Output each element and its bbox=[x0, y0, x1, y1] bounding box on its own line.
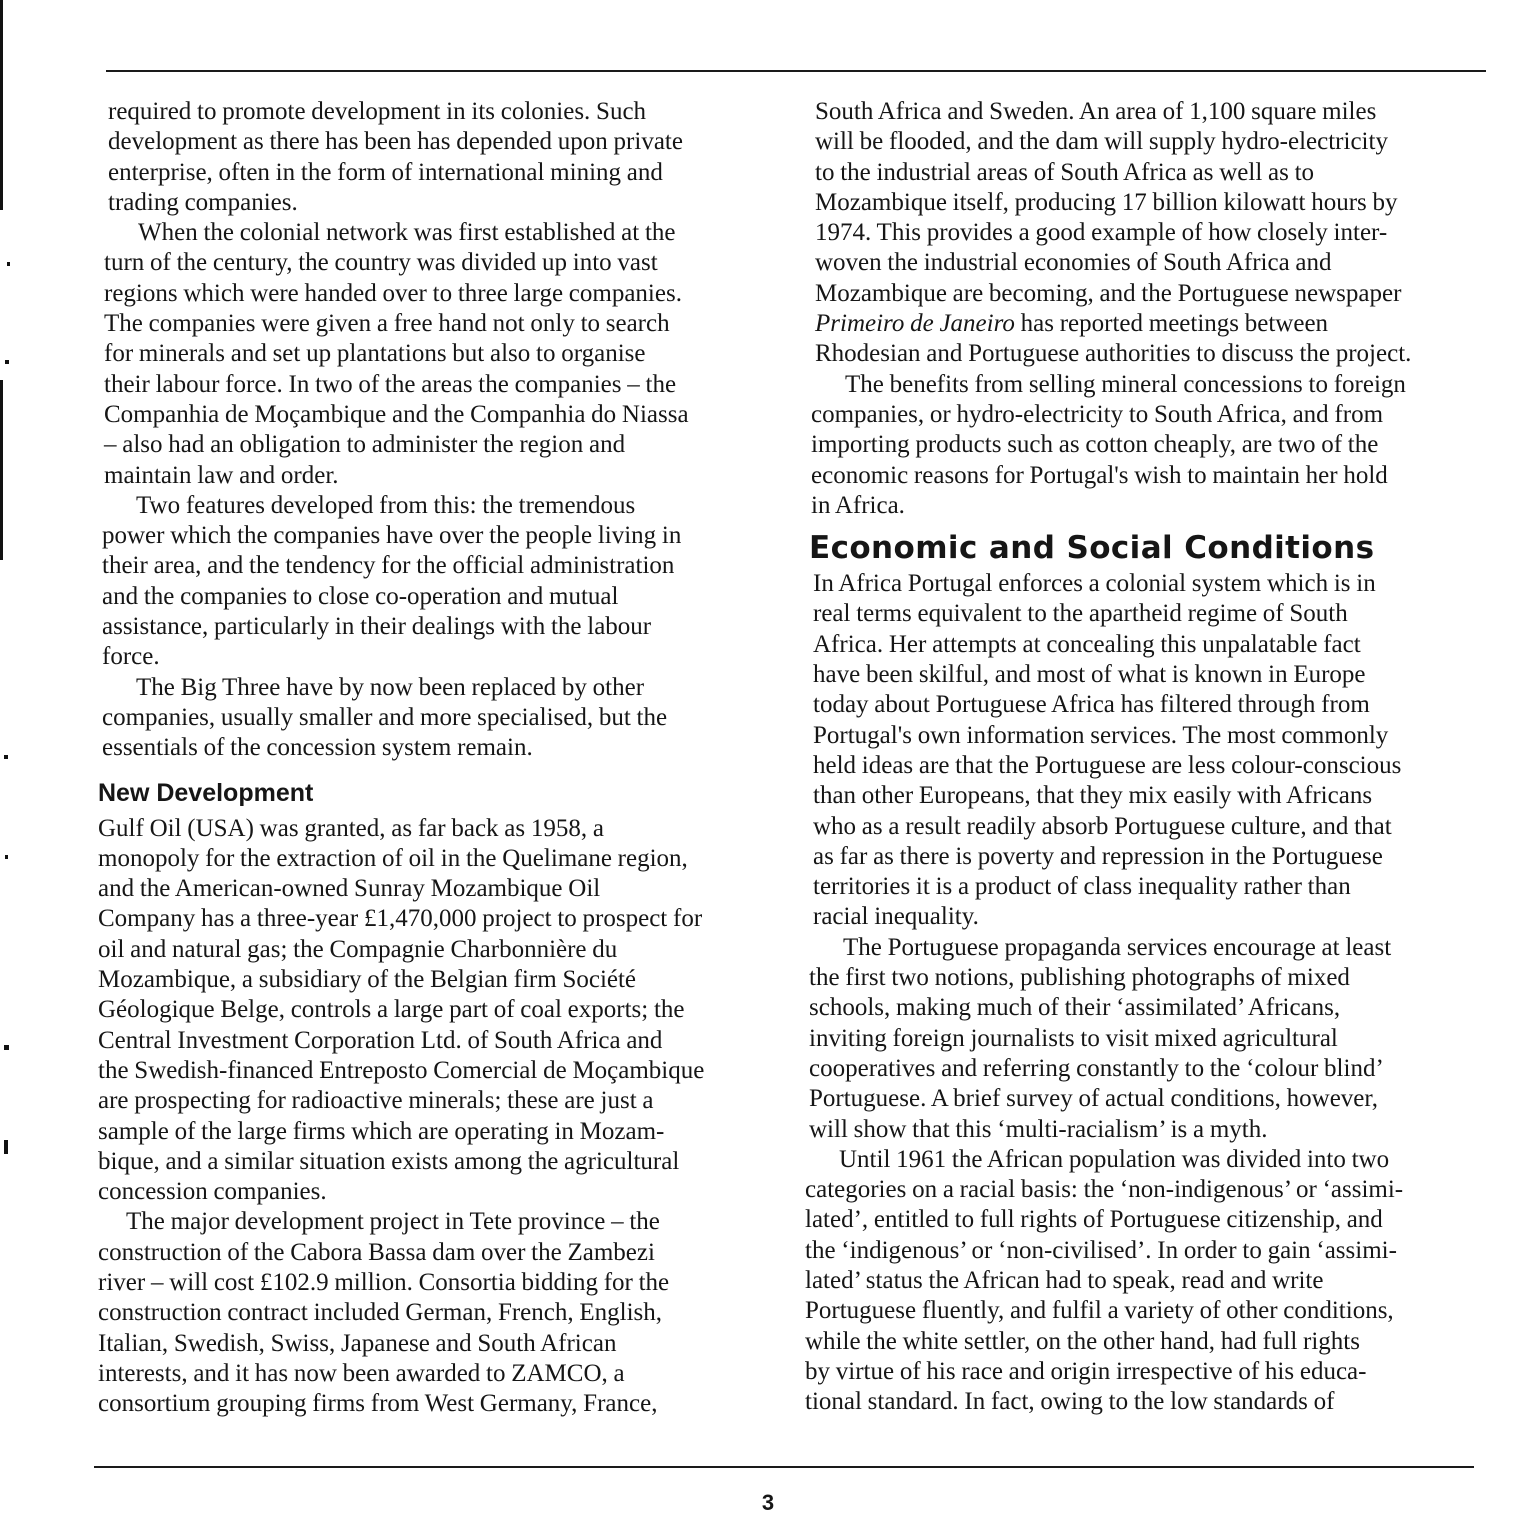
text-line: Company has a three-year £1,470,000 project to prospect for bbox=[98, 905, 703, 933]
text-line: Portugal's own information services. The most commonly bbox=[813, 721, 1389, 749]
text-line: who as a result readily absorb Portuguese culture, and that bbox=[813, 812, 1392, 840]
text-line: construction contract included German, French, English, bbox=[98, 1299, 663, 1327]
text-line: oil and natural gas; the Compagnie Charbonnière du bbox=[98, 935, 618, 963]
top-rule bbox=[106, 70, 1486, 72]
text-line: woven the industrial economies of South Africa and bbox=[815, 249, 1332, 277]
text-line: essentials of the concession system remain. bbox=[102, 734, 533, 762]
text-line: inviting foreign journalists to visit mixed agricultural bbox=[809, 1024, 1338, 1052]
text-line: turn of the century, the country was divided up into vast bbox=[104, 249, 658, 277]
scan-speck bbox=[5, 855, 8, 859]
text-line: Portuguese fluently, and fulfil a variety of other conditions, bbox=[805, 1297, 1394, 1325]
text-line: racial inequality. bbox=[813, 903, 979, 931]
text-line: Portuguese. A brief survey of actual conditions, however, bbox=[809, 1085, 1378, 1113]
text-line: Africa. Her attempts at concealing this unpalatable fact bbox=[813, 630, 1361, 658]
text-line: assistance, particularly in their dealings with the labour bbox=[102, 613, 652, 641]
text-line: – also had an obligation to administer the region and bbox=[104, 431, 626, 459]
text-line: and the companies to close co-operation and mutual bbox=[102, 582, 619, 610]
text-line: concession companies. bbox=[98, 1178, 327, 1206]
text-line: lated’, entitled to full rights of Portuguese citizenship, and bbox=[805, 1206, 1383, 1234]
text-line: their area, and the tendency for the official administration bbox=[102, 552, 675, 580]
text-line: consortium grouping firms from West Germany, France, bbox=[98, 1390, 658, 1418]
text-line: territories it is a product of class inequality rather than bbox=[813, 873, 1351, 901]
text-line: When the colonial network was first established at the bbox=[138, 219, 676, 247]
text-line: Mozambique itself, producing 17 billion kilowatt hours by bbox=[815, 188, 1398, 216]
paragraph bbox=[805, 933, 1495, 1145]
text-line: held ideas are that the Portuguese are less colour-conscious bbox=[813, 751, 1402, 779]
text-line: will be flooded, and the dam will supply hydro-electricity bbox=[815, 128, 1388, 156]
text-line: interests, and it has now been awarded to ZAMCO, a bbox=[98, 1359, 625, 1387]
paragraph bbox=[805, 1145, 1495, 1418]
text-line: required to promote development in its colonies. Such bbox=[108, 98, 647, 125]
text-line: to the industrial areas of South Africa as well as to bbox=[815, 158, 1315, 186]
paragraph bbox=[805, 569, 1495, 933]
scan-edge-mark bbox=[0, 0, 3, 210]
section-heading-economic-social: Economic and Social Conditions bbox=[809, 530, 1375, 567]
text-line: their labour force. In two of the areas the companies – the bbox=[104, 370, 677, 398]
page-number: 3 bbox=[761, 1490, 775, 1515]
text-line: development as there has been has depended upon private bbox=[108, 128, 683, 156]
text-line: river – will cost £102.9 million. Consortia bidding for the bbox=[98, 1268, 670, 1296]
text-line: while the white settler, on the other hand, had full rights bbox=[805, 1327, 1360, 1355]
text-line: The Big Three have by now been replaced by other bbox=[136, 673, 645, 701]
text-line: the Swedish-financed Entreposto Comercial de Moçambique bbox=[98, 1056, 705, 1084]
text-line: Companhia de Moçambique and the Companhia do Niassa bbox=[104, 400, 689, 428]
paragraph bbox=[805, 97, 1495, 370]
text-line: Two features developed from this: the tremendous bbox=[136, 491, 636, 519]
scan-speck bbox=[4, 755, 8, 759]
text-line: by virtue of his race and origin irrespective of his educa- bbox=[805, 1357, 1367, 1385]
text-line: maintain law and order. bbox=[104, 461, 339, 489]
text-line: trading companies. bbox=[108, 188, 298, 216]
paragraph bbox=[98, 97, 788, 218]
text-line: Mozambique are becoming, and the Portuguese newspaper bbox=[815, 279, 1402, 307]
paragraph bbox=[98, 491, 788, 673]
section-heading-new-development: New Development bbox=[98, 778, 314, 807]
text-line: monopoly for the extraction of oil in the Quelimane region, bbox=[98, 844, 688, 872]
text-line: force. bbox=[102, 643, 160, 671]
paragraph bbox=[805, 370, 1495, 521]
text-line: tional standard. In fact, owing to the low standards of bbox=[805, 1388, 1335, 1416]
text-line: The companies were given a free hand not only to search bbox=[104, 310, 670, 338]
scan-speck bbox=[4, 1140, 8, 1154]
text-line: Italian, Swedish, Swiss, Japanese and South African bbox=[98, 1329, 617, 1357]
left-column bbox=[98, 97, 788, 1419]
text-line: enterprise, often in the form of international mining and bbox=[108, 158, 663, 186]
text-line: Until 1961 the African population was divided into two bbox=[839, 1145, 1390, 1173]
text-line: Central Investment Corporation Ltd. of South Africa and bbox=[98, 1026, 663, 1054]
scan-speck bbox=[5, 360, 9, 364]
text-line: power which the companies have over the people living in bbox=[102, 522, 682, 550]
paragraph bbox=[98, 814, 788, 1208]
text-line: The major development project in Tete province – the bbox=[126, 1208, 660, 1236]
text-line: schools, making much of their ‘assimilated’ Africans, bbox=[809, 994, 1341, 1022]
text-line: the ‘indigenous’ or ‘non-civilised’. In order to gain ‘assimi- bbox=[805, 1236, 1397, 1264]
text-line: companies, or hydro-electricity to South Africa, and from bbox=[811, 400, 1384, 428]
text-line: economic reasons for Portugal's wish to maintain her hold bbox=[811, 461, 1388, 489]
text-line: cooperatives and referring constantly to the ‘colour blind’ bbox=[809, 1054, 1384, 1082]
bottom-rule bbox=[94, 1466, 1474, 1468]
scan-speck bbox=[7, 262, 10, 266]
text-line: In Africa Portugal enforces a colonial system which is in bbox=[813, 570, 1376, 598]
paragraph bbox=[98, 218, 788, 491]
text-line: importing products such as cotton cheaply, are two of the bbox=[811, 431, 1379, 459]
paragraph bbox=[98, 1207, 788, 1419]
text-line: today about Portuguese Africa has filtered through from bbox=[813, 691, 1370, 719]
text-line: real terms equivalent to the apartheid regime of South bbox=[813, 600, 1348, 628]
text-line: as far as there is poverty and repression in the Portuguese bbox=[813, 842, 1383, 870]
text-line: Mozambique, a subsidiary of the Belgian firm Société bbox=[98, 966, 637, 994]
text-line: the first two notions, publishing photographs of mixed bbox=[809, 964, 1350, 992]
text-line: Rhodesian and Portuguese authorities to discuss the project. bbox=[815, 340, 1412, 368]
text-line: will show that this ‘multi-racialism’ is a myth. bbox=[809, 1115, 1268, 1143]
text-line: categories on a racial basis: the ‘non-indigenous’ or ‘assimi- bbox=[805, 1176, 1404, 1204]
text-line: for minerals and set up plantations but also to organise bbox=[104, 340, 646, 368]
text-line: The Portuguese propaganda services encourage at least bbox=[843, 933, 1392, 961]
text-line bbox=[815, 309, 1495, 339]
newspaper-name: Primeiro de Janeiro bbox=[815, 310, 1015, 338]
text-line: are prospecting for radioactive minerals; these are just a bbox=[98, 1087, 654, 1115]
text-line: South Africa and Sweden. An area of 1,100 square miles bbox=[815, 98, 1377, 125]
paragraph bbox=[98, 673, 788, 764]
scan-edge-mark bbox=[0, 380, 3, 560]
text-line: than other Europeans, that they mix easily with Africans bbox=[813, 782, 1373, 810]
text-line: bique, and a similar situation exists among the agricultural bbox=[98, 1147, 680, 1175]
text-line: in Africa. bbox=[811, 491, 905, 519]
text-line: have been skilful, and most of what is known in Europe bbox=[813, 661, 1366, 689]
text-line: Gulf Oil (USA) was granted, as far back as 1958, a bbox=[98, 814, 604, 842]
text-line: sample of the large firms which are operating in Mozam- bbox=[98, 1117, 665, 1145]
text-line: lated’ status the African had to speak, read and write bbox=[805, 1266, 1324, 1294]
text-line: construction of the Cabora Bassa dam over the Zambezi bbox=[98, 1238, 655, 1266]
text-line: Géologique Belge, controls a large part of coal exports; the bbox=[98, 996, 685, 1024]
text-line: 1974. This provides a good example of how closely inter- bbox=[815, 219, 1388, 247]
text-fragment: has reported meetings between bbox=[1014, 310, 1329, 338]
text-line: The benefits from selling mineral concessions to foreign bbox=[845, 370, 1406, 398]
text-line: regions which were handed over to three large companies. bbox=[104, 279, 682, 307]
text-line: companies, usually smaller and more specialised, but the bbox=[102, 703, 668, 731]
right-column bbox=[805, 97, 1495, 1417]
scan-speck bbox=[4, 1045, 9, 1050]
text-line: and the American-owned Sunray Mozambique Oil bbox=[98, 875, 601, 903]
